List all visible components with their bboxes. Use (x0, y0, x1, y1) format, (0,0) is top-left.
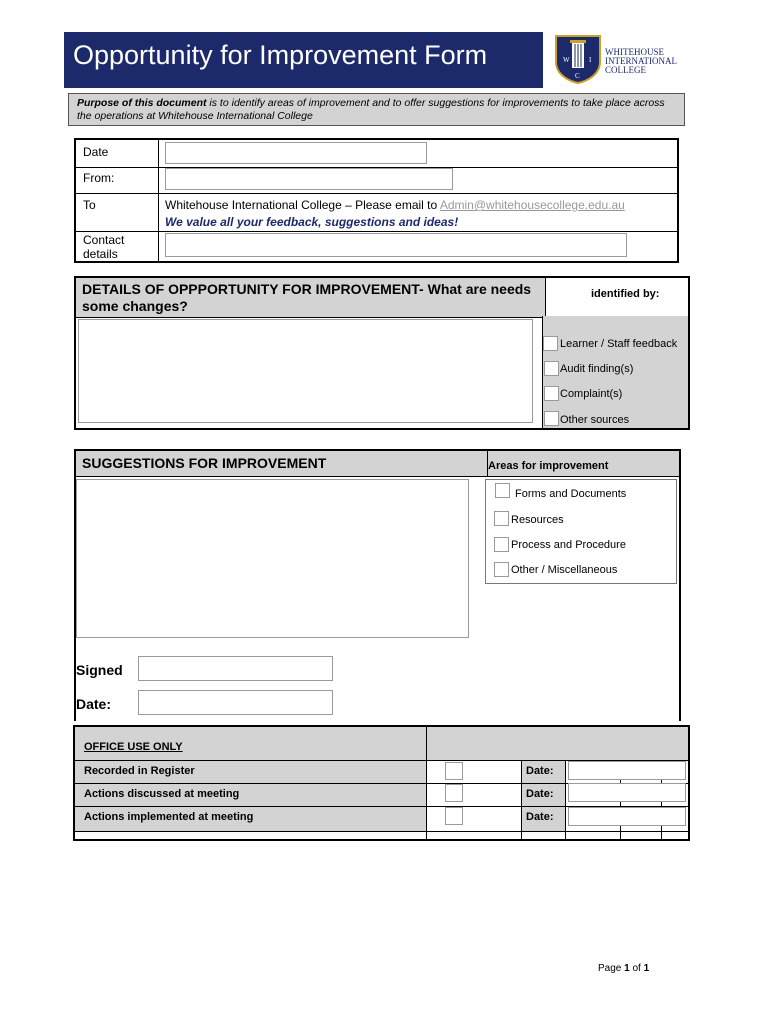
area-process-procedure: Process and Procedure (511, 539, 626, 551)
checkbox-learner-staff-feedback[interactable] (543, 336, 558, 351)
logo-line-1: WHITEHOUSE (605, 47, 664, 57)
tagline: We value all your feedback, suggestions and ideas! (165, 215, 459, 229)
checkbox-actions-implemented[interactable] (445, 807, 463, 825)
title-banner (64, 32, 543, 88)
areas-label: Areas for improvement (488, 460, 609, 472)
page-number: Page 1 of 1 (598, 963, 650, 974)
checkbox-other-misc[interactable] (494, 562, 509, 577)
from-field[interactable] (165, 168, 453, 190)
option-audit-findings: Audit finding(s) (560, 363, 634, 375)
office-row-date-label: Date: (526, 765, 554, 777)
college-logo (552, 32, 692, 84)
area-forms-documents: Forms and Documents (515, 488, 627, 500)
checkbox-process-procedure[interactable] (494, 537, 509, 552)
signoff-date-label: Date: (76, 696, 112, 712)
checkbox-other-sources[interactable] (544, 411, 559, 426)
purpose-text: is to identify areas of improvement and to offer suggestions for improvements to take place across the operations at Whitehouse International College (77, 97, 665, 122)
purpose-box (68, 93, 685, 126)
suggestions-heading: SUGGESTIONS FOR IMPROVEMENT (82, 455, 327, 471)
purpose-bold: Purpose of this document (77, 97, 207, 109)
office-row-label: Actions implemented at meeting (84, 811, 254, 823)
email-link[interactable]: Admin@whitehousecollege.edu.au (439, 198, 625, 212)
identified-by-label: identified by: (591, 288, 660, 300)
suggestions-textarea[interactable] (76, 479, 469, 638)
office-heading: OFFICE USE ONLY (84, 741, 183, 753)
office-row-label: Actions discussed at meeting (84, 788, 240, 800)
area-other-misc: Other / Miscellaneous (511, 564, 618, 576)
to-label: To (83, 198, 96, 212)
to-text: Whitehouse International College – Please email to Admin@whitehousecollege.edu.au (165, 198, 625, 212)
page-title: Opportunity for Improvement Form (73, 40, 488, 70)
office-row-date-label: Date: (526, 788, 554, 800)
signoff-date-field[interactable] (138, 690, 333, 715)
contact-label: Contact details (83, 233, 125, 261)
date-label: Date (83, 145, 109, 159)
details-heading: DETAILS OF OPPPORTUNITY FOR IMPROVEMENT- What are needs some changes? (82, 281, 532, 314)
svg-text:W: W (563, 56, 570, 64)
checkbox-audit-findings[interactable] (544, 361, 559, 376)
logo-line-3: COLLEGE (605, 65, 646, 75)
office-date-field[interactable] (568, 761, 686, 780)
contact-details-field[interactable] (165, 233, 627, 257)
signed-label: Signed (76, 662, 123, 678)
office-date-field[interactable] (568, 807, 686, 826)
date-field[interactable] (165, 142, 427, 164)
checkbox-actions-discussed[interactable] (445, 784, 463, 802)
office-row-date-label: Date: (526, 811, 554, 823)
signed-field[interactable] (138, 656, 333, 681)
office-date-field[interactable] (568, 783, 686, 802)
area-resources: Resources (511, 514, 564, 526)
office-row-label: Recorded in Register (84, 765, 195, 777)
option-learner-staff-feedback: Learner / Staff feedback (560, 338, 678, 350)
svg-text:C: C (575, 72, 580, 80)
checkbox-resources[interactable] (494, 511, 509, 526)
logo-line-2: INTERNATIONAL (605, 56, 677, 66)
details-textarea[interactable] (78, 319, 533, 423)
option-complaints: Complaint(s) (560, 388, 623, 400)
from-label: From: (83, 171, 115, 185)
option-other-sources: Other sources (560, 414, 630, 426)
checkbox-recorded-register[interactable] (445, 762, 463, 780)
checkbox-forms-documents[interactable] (495, 483, 510, 498)
svg-text:I: I (589, 56, 592, 64)
checkbox-complaints[interactable] (544, 386, 559, 401)
college-crest-icon (552, 32, 604, 84)
